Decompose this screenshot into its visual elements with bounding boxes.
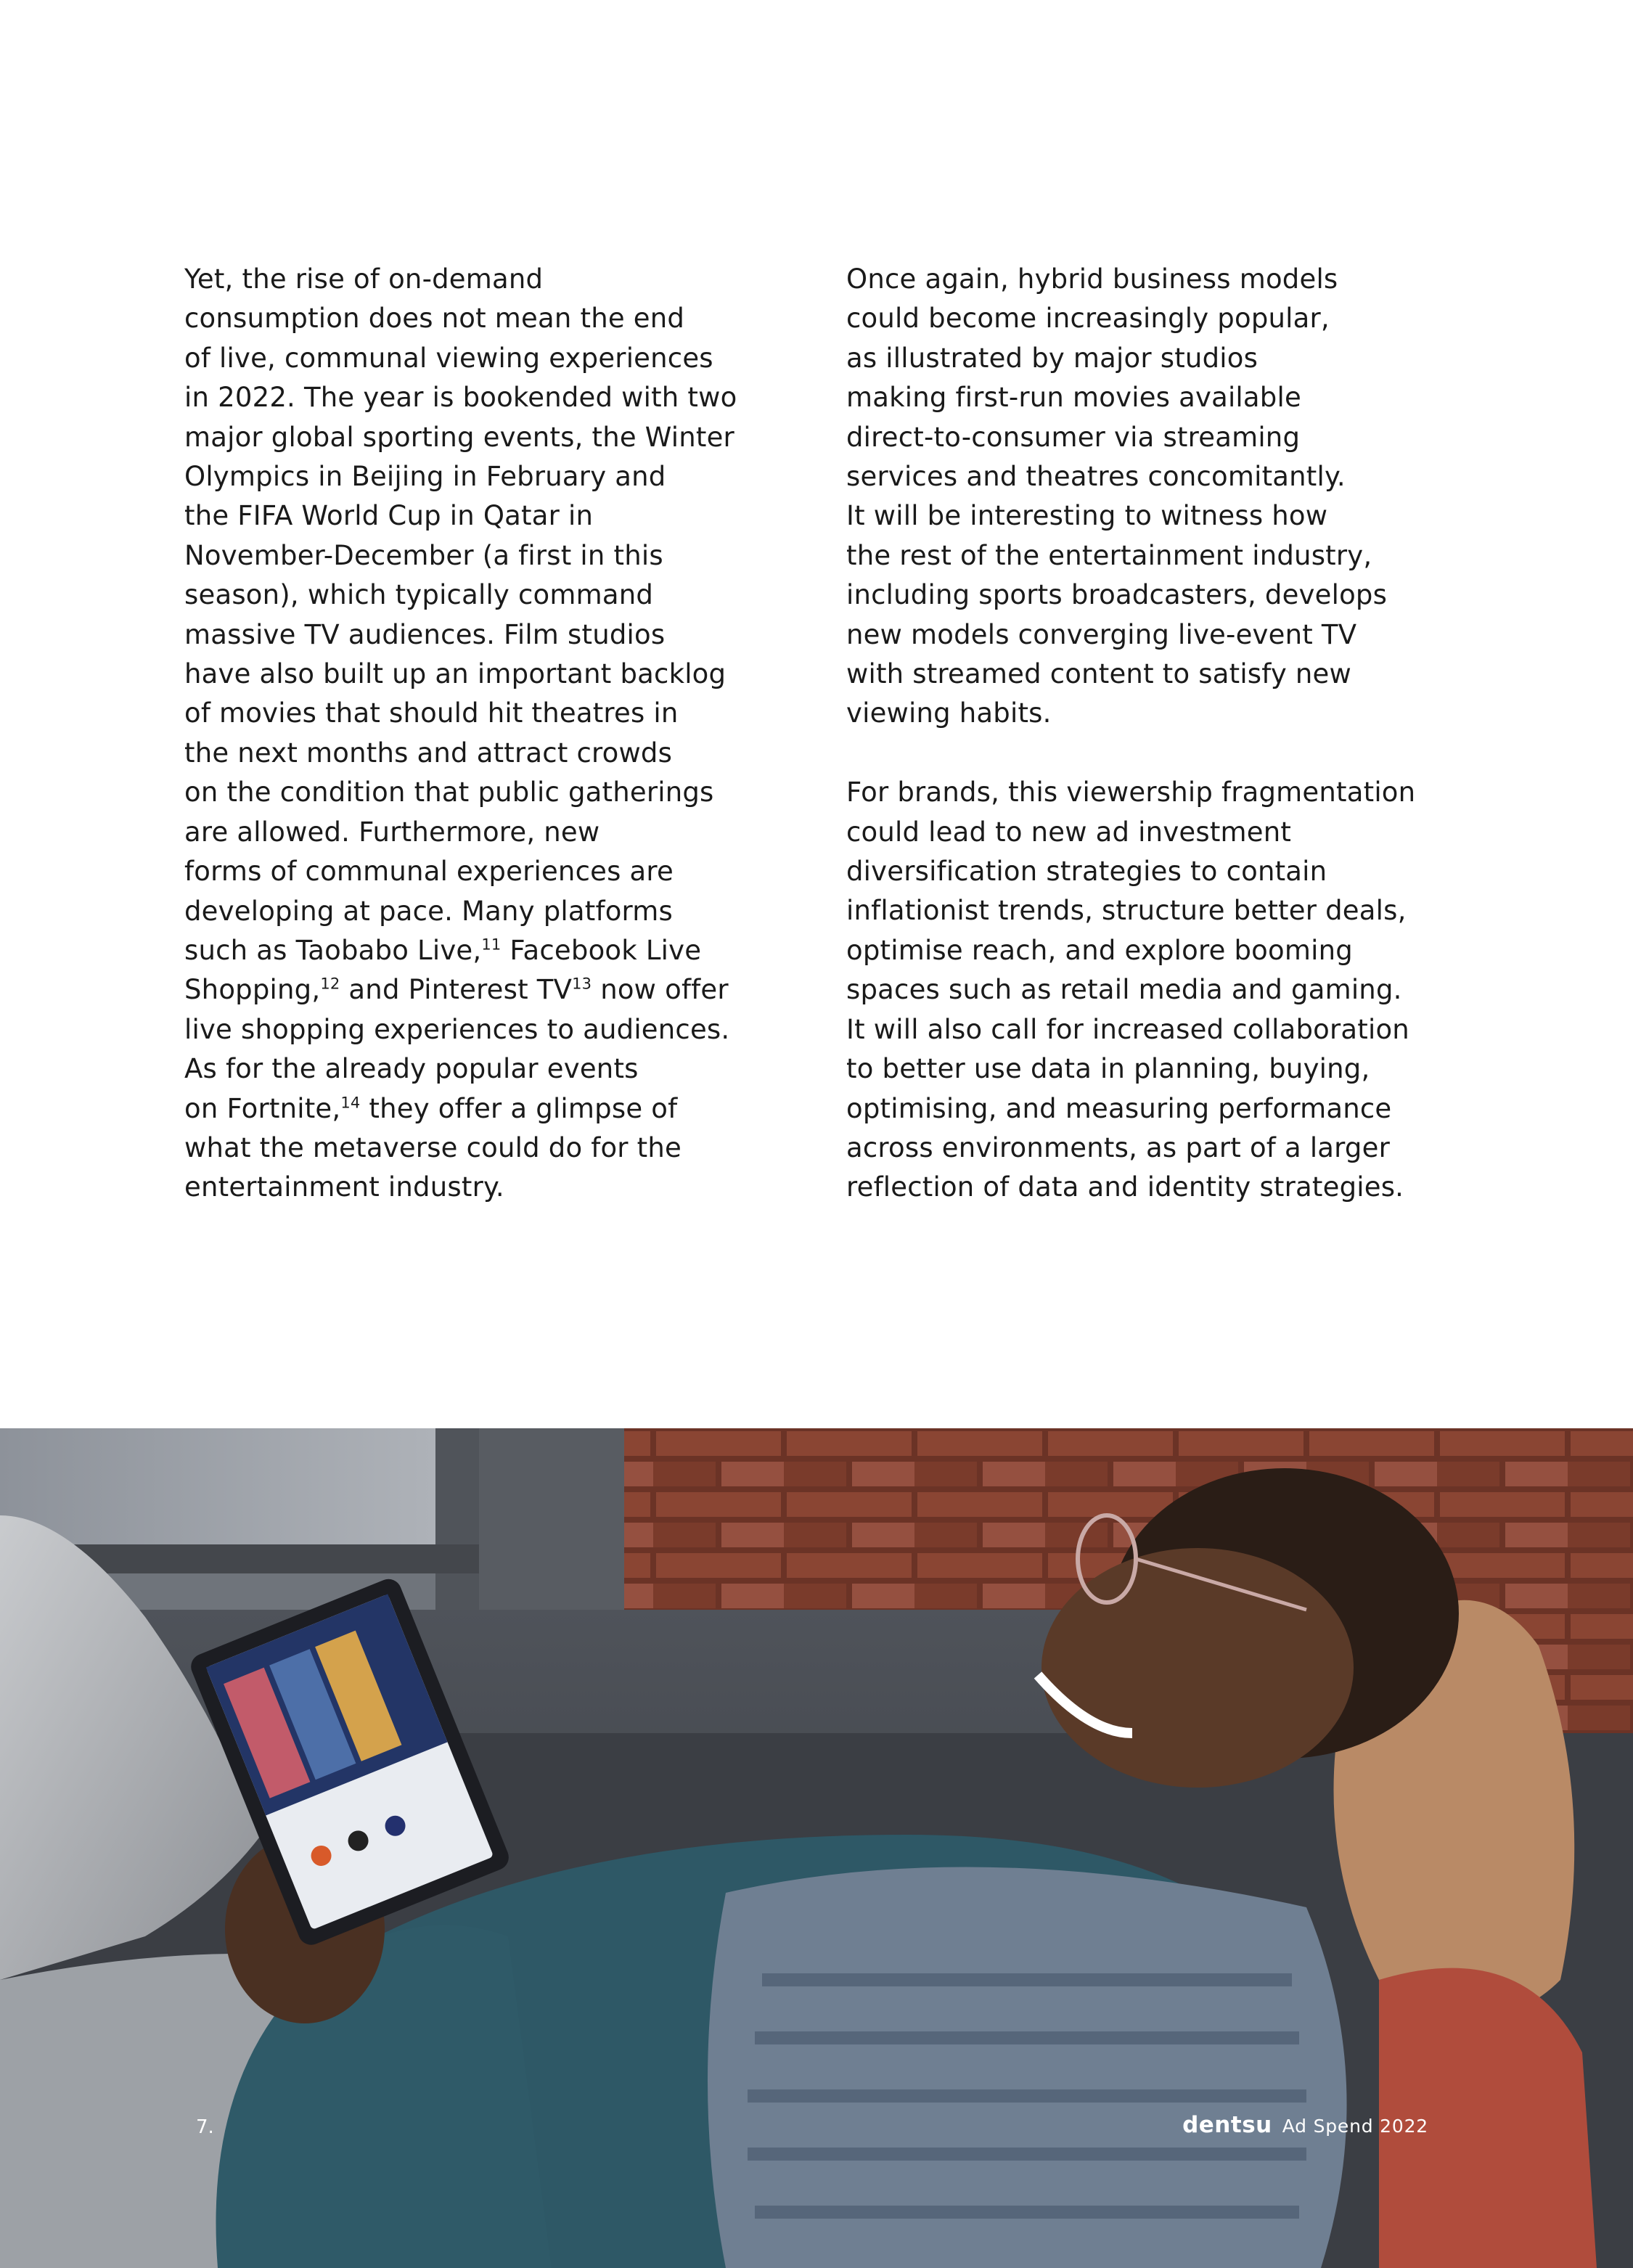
footnote-14[interactable]: 14 [340,1094,361,1112]
photo-man-watching-tablet [0,1428,1633,2268]
footnote-11[interactable]: 11 [481,936,502,954]
page-number: 7. [196,2116,214,2138]
paragraph-hybrid-models: Once again, hybrid business models could become increasingly popular, as illustrated by major studios making first-run movies available direct-to-consumer via streaming services and theatres concomitantly. It will be interesting to witness how the rest of the entertainment industry, including sports broadcasters, develops new models converging live-event TV with streamed content to satisfy new viewing habits. [846,263,1388,729]
paragraph-brands: For brands, this viewership fragmentation could lead to new ad investment diversification strategies to contain inflationist trends, structure better deals, optimise reach, and explore booming spaces such as retail media and gaming. It will also call for increased collaboration to better use data in planning, buying, optimising, and measuring performance across environments, as part of a larger reflection of data and identity strategies. [846,777,1416,1203]
right-text-column [846,260,1470,1208]
footnote-12[interactable]: 12 [320,975,340,993]
left-text-column [184,260,809,1208]
dentsu-logo: dentsu [1182,2112,1272,2138]
report-title: Ad Spend 2022 [1282,2116,1428,2137]
paragraph-live-viewing: Yet, the rise of on-demand consumption does not mean the end of live, communal viewing experiences in 2022. The year is bookended with two major global sporting events, the Winter Olympics in Beijing in February and the FIFA World Cup in Qatar in November-December (a first in this season), which typically command massive TV audiences. Film studios have also built up an important backlog of movies that should hit theatres in the next months and attract crowds on the condition that public gatherings are allowed. Furthermore, new forms of communal experiences are developing at pace. Many platforms such as Taobabo Live,$^{11}$ Facebook Live Shopping,$^{12}$ and Pinterest TV$^{13}$ now offer live shopping experiences to audiences. As for the already popular events on Fortnite,$^{14}$ they offer a glimpse of what the metaverse could do for the entertainment industry. [184,263,737,1203]
footer-brand [1182,2112,1428,2138]
footnote-13[interactable]: 13 [572,975,592,993]
